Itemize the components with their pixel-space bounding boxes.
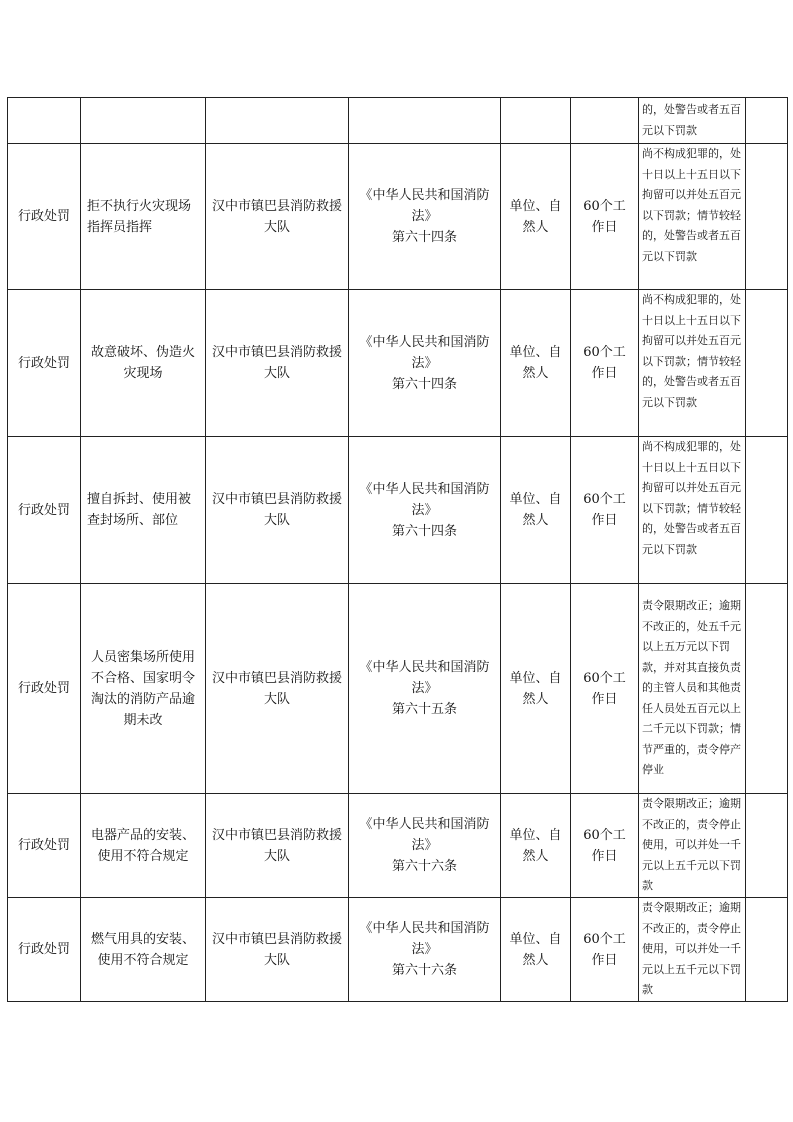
cell-dept: 汉中市镇巴县消防救援大队 bbox=[206, 290, 349, 437]
cell-dept: 汉中市镇巴县消防救援大队 bbox=[206, 898, 349, 1002]
cell-basis: 《中华人民共和国消防法》 第六十六条 bbox=[349, 794, 501, 898]
cell-target: 单位、自然人 bbox=[501, 290, 571, 437]
cell-type: 行政处罚 bbox=[8, 290, 81, 437]
table-row bbox=[8, 290, 788, 437]
cell-type: 行政处罚 bbox=[8, 437, 81, 584]
cell-penalty: 责令限期改正；逾期不改正的，责令停止使用，可以并处一千元以上五千元以下罚款 bbox=[639, 898, 746, 1002]
cell-basis: 《中华人民共和国消防法》 第六十五条 bbox=[349, 584, 501, 794]
cell-extra bbox=[746, 144, 788, 290]
penalty-table bbox=[7, 97, 788, 1002]
cell-dept: 汉中市镇巴县消防救援大队 bbox=[206, 144, 349, 290]
cell-item: 电器产品的安装、使用不符合规定 bbox=[81, 794, 206, 898]
cell-target: 单位、自然人 bbox=[501, 794, 571, 898]
cell-item: 擅自拆封、使用被查封场所、部位 bbox=[81, 437, 206, 584]
cell-target: 单位、自然人 bbox=[501, 437, 571, 584]
table-row bbox=[8, 437, 788, 584]
cell-basis bbox=[349, 98, 501, 144]
cell-type: 行政处罚 bbox=[8, 144, 81, 290]
cell-type: 行政处罚 bbox=[8, 898, 81, 1002]
cell-deadline: 60个工作日 bbox=[571, 290, 639, 437]
cell-extra bbox=[746, 794, 788, 898]
cell-item: 燃气用具的安装、使用不符合规定 bbox=[81, 898, 206, 1002]
table-row bbox=[8, 794, 788, 898]
cell-target bbox=[501, 98, 571, 144]
cell-type bbox=[8, 98, 81, 144]
cell-item bbox=[81, 98, 206, 144]
cell-basis: 《中华人民共和国消防法》 第六十四条 bbox=[349, 437, 501, 584]
cell-deadline: 60个工作日 bbox=[571, 144, 639, 290]
cell-item: 拒不执行火灾现场指挥员指挥 bbox=[81, 144, 206, 290]
cell-extra bbox=[746, 898, 788, 1002]
cell-extra bbox=[746, 98, 788, 144]
cell-deadline: 60个工作日 bbox=[571, 898, 639, 1002]
cell-penalty: 尚不构成犯罪的，处十日以上十五日以下拘留可以并处五百元以下罚款；情节较轻的，处警告或者五百元以下罚款 bbox=[639, 144, 746, 290]
cell-target: 单位、自然人 bbox=[501, 144, 571, 290]
cell-target: 单位、自然人 bbox=[501, 898, 571, 1002]
cell-item: 故意破坏、伪造火灾现场 bbox=[81, 290, 206, 437]
cell-target: 单位、自然人 bbox=[501, 584, 571, 794]
cell-basis: 《中华人民共和国消防法》 第六十四条 bbox=[349, 290, 501, 437]
cell-dept bbox=[206, 98, 349, 144]
cell-penalty: 尚不构成犯罪的，处十日以上十五日以下拘留可以并处五百元以下罚款；情节较轻的，处警告或者五百元以下罚款 bbox=[639, 437, 746, 584]
cell-deadline: 60个工作日 bbox=[571, 437, 639, 584]
cell-dept: 汉中市镇巴县消防救援大队 bbox=[206, 584, 349, 794]
cell-penalty: 责令限期改正；逾期不改正的，责令停止使用，可以并处一千元以上五千元以下罚款 bbox=[639, 794, 746, 898]
cell-penalty: 的，处警告或者五百元以下罚款 bbox=[639, 98, 746, 144]
cell-basis: 《中华人民共和国消防法》 第六十四条 bbox=[349, 144, 501, 290]
cell-basis: 《中华人民共和国消防法》 第六十六条 bbox=[349, 898, 501, 1002]
cell-item: 人员密集场所使用不合格、国家明令淘汰的消防产品逾期未改 bbox=[81, 584, 206, 794]
table-row bbox=[8, 98, 788, 144]
cell-dept: 汉中市镇巴县消防救援大队 bbox=[206, 794, 349, 898]
cell-deadline: 60个工作日 bbox=[571, 584, 639, 794]
cell-deadline: 60个工作日 bbox=[571, 794, 639, 898]
cell-dept: 汉中市镇巴县消防救援大队 bbox=[206, 437, 349, 584]
table-row bbox=[8, 898, 788, 1002]
cell-type: 行政处罚 bbox=[8, 584, 81, 794]
cell-extra bbox=[746, 437, 788, 584]
table-row bbox=[8, 144, 788, 290]
cell-extra bbox=[746, 584, 788, 794]
cell-type: 行政处罚 bbox=[8, 794, 81, 898]
cell-extra bbox=[746, 290, 788, 437]
cell-deadline bbox=[571, 98, 639, 144]
cell-penalty: 尚不构成犯罪的，处十日以上十五日以下拘留可以并处五百元以下罚款；情节较轻的，处警告或者五百元以下罚款 bbox=[639, 290, 746, 437]
table-row bbox=[8, 584, 788, 794]
cell-penalty: 责令限期改正；逾期不改正的，处五千元以上五万元以下罚款，并对其直接负责的主管人员和其他责任人员处五百元以上二千元以下罚款；情节严重的，责令停产停业 bbox=[639, 584, 746, 794]
